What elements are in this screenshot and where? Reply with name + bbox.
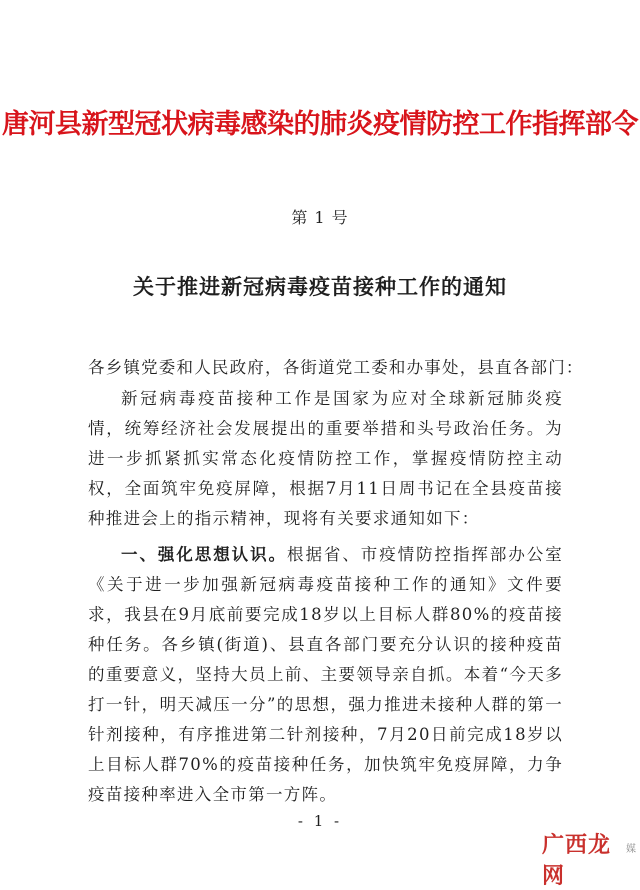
watermark-suffix: 媒	[626, 844, 636, 855]
section-1-body: 根据省、市疫情防控指挥部办公室《关于进一步加强新冠病毒疫苗接种工作的通知》文件要求，我县在9月底前要完成18岁以上目标人群80%的疫苗接种任务。各乡镇(街道)、县直各部门要充分认识的接种疫苗的重要意义，坚持大员上前、主要领导亲自抓。本着“今天多打一针，明天减压一分”的思想，强力推进未接种人群的第一针剂接种，有序推进第二针剂接种，7月20日前完成18岁以上目标人群70%的疫苗接种任务，加快筑牢免疫屏障，力争疫苗接种率进入全市第一方阵。	[88, 545, 564, 804]
notice-subject: 关于推进新冠病毒疫苗接种工作的通知	[133, 274, 507, 299]
page-number: - 1 -	[297, 812, 343, 830]
document-title: 唐河县新型冠状病毒感染的肺炎疫情防控工作指挥部令	[2, 109, 638, 140]
section-1-paragraph	[88, 540, 563, 810]
watermark-logo	[542, 826, 636, 889]
document-number: 第 1 号	[291, 208, 349, 227]
section-1-heading: 一、强化思想认识。	[121, 545, 287, 564]
salutation: 各乡镇党委和人民政府，各街道党工委和办事处，县直各部门：	[88, 358, 584, 377]
watermark-text: 广西龙网	[542, 833, 612, 889]
intro-paragraph: 新冠病毒疫苗接种工作是国家为应对全球新冠肺炎疫情，统筹经济社会发展提出的重要举措和头号政治任务。为进一步抓紧抓实常态化疫情防控工作，掌握疫情防控主动权，全面筑牢免疫屏障，根据7月11日周书记在全县疫苗接种推进会上的指示精神，现将有关要求通知如下：	[88, 389, 563, 528]
